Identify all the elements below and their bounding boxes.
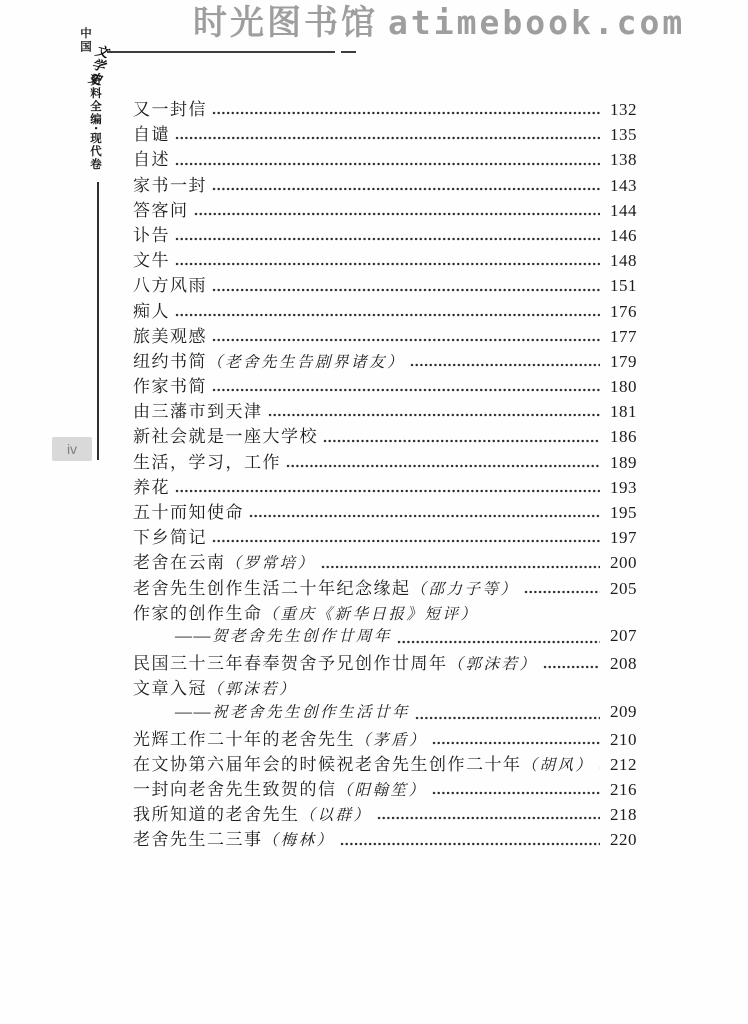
dot-leader xyxy=(194,211,601,217)
entry-author-note: （胡风） xyxy=(521,756,594,774)
dot-leader xyxy=(286,463,600,469)
entry-author-note: （梅林） xyxy=(262,832,335,850)
dot-leader xyxy=(543,664,600,670)
entry-title: 又一封信 xyxy=(133,100,207,119)
dot-leader xyxy=(432,740,600,746)
entry-page-number: 138 xyxy=(610,150,637,170)
toc-entry xyxy=(133,775,637,800)
dot-leader xyxy=(415,715,600,721)
spine-vertical-rule xyxy=(97,182,99,460)
entry-title: —— xyxy=(175,701,212,721)
entry-page-number: 179 xyxy=(610,351,637,371)
entry-page-number: 208 xyxy=(610,654,637,674)
entry-title: 文牛 xyxy=(133,251,170,271)
entry-page-number: 197 xyxy=(610,528,637,548)
dot-leader xyxy=(321,564,600,570)
watermark-site-text: atimebook.com xyxy=(388,3,686,42)
toc-entry xyxy=(133,674,637,699)
entry-title: 老舍先生创作生活二十年纪念缘起 xyxy=(133,578,411,598)
entry-page-number: 135 xyxy=(610,125,637,145)
entry-page-number: 216 xyxy=(610,780,637,800)
entry-author-note: （罗常培） xyxy=(225,555,316,573)
toc-entry xyxy=(133,825,637,850)
entry-title: 纽约书简 xyxy=(133,351,207,371)
toc-entry xyxy=(133,574,637,599)
entry-author-note: （茅盾） xyxy=(355,731,428,749)
entry-title: —— xyxy=(175,625,212,645)
entry-page-number: 209 xyxy=(610,701,637,721)
entry-page-number: 193 xyxy=(610,477,637,497)
entry-title: 五十而知使命 xyxy=(133,503,244,522)
entry-page-number: 210 xyxy=(610,729,637,749)
toc-entry xyxy=(133,548,637,573)
entry-page-number: 180 xyxy=(610,377,637,397)
entry-author-note: （以群） xyxy=(299,807,372,825)
entry-title: 作家书简 xyxy=(133,377,207,397)
spine-script-title: 文学史 xyxy=(85,42,110,88)
entry-author-note: 贺老舍先生创作廿周年 xyxy=(212,627,393,645)
toc-entry xyxy=(133,372,637,397)
toc-entry xyxy=(133,196,637,221)
toc-entry xyxy=(133,498,637,523)
toc-entry xyxy=(133,624,637,649)
dot-leader xyxy=(432,790,600,796)
toc-entry xyxy=(133,725,637,750)
entry-title: 养花 xyxy=(133,477,170,497)
entry-title: 旅美观感 xyxy=(133,326,207,346)
entry-page-number: 218 xyxy=(610,805,637,825)
dot-leader xyxy=(524,589,600,595)
dot-leader xyxy=(175,488,600,494)
toc-entry xyxy=(133,422,637,447)
entry-page-number: 176 xyxy=(610,301,637,321)
entry-title: 生活，学习，工作 xyxy=(133,452,281,472)
dot-leader xyxy=(212,387,600,393)
entry-page-number: 132 xyxy=(610,100,637,119)
entry-author-note: （邵力子等） xyxy=(410,580,519,598)
entry-title: 文章入冠 xyxy=(133,679,207,699)
entry-title: 老舍先生二三事 xyxy=(133,830,263,850)
dot-leader xyxy=(212,110,600,116)
toc-entry xyxy=(133,246,637,271)
entry-title: 答客问 xyxy=(133,200,189,220)
toc-entry xyxy=(133,95,637,120)
toc-entry xyxy=(133,800,637,825)
entry-title: 由三藩市到天津 xyxy=(133,402,263,422)
entry-title: 我所知道的老舍先生 xyxy=(133,805,300,825)
toc-entry xyxy=(133,750,637,775)
entry-author-note: （阳翰笙） xyxy=(336,782,427,800)
toc-entry xyxy=(133,145,637,170)
entry-title: 一封向老舍先生致贺的信 xyxy=(133,780,337,800)
entry-page-number: 189 xyxy=(610,452,637,472)
spine-series-title: 资料全编·现代卷 xyxy=(89,74,103,171)
toc-entry xyxy=(133,322,637,347)
entry-page-number: 146 xyxy=(610,225,637,245)
entry-title: 自述 xyxy=(133,150,170,170)
entry-title: 痴人 xyxy=(133,301,170,321)
dot-leader xyxy=(175,161,600,167)
toc-entry xyxy=(133,120,637,145)
entry-author-note: （老舍先生告剧界诸友） xyxy=(207,353,406,371)
entry-page-number: 205 xyxy=(610,578,637,598)
watermark xyxy=(193,3,686,43)
entry-page-number: 212 xyxy=(610,754,637,774)
entry-page-number: 186 xyxy=(610,427,637,447)
dot-leader xyxy=(175,135,600,141)
dot-leader xyxy=(212,538,600,544)
entry-title: 讣告 xyxy=(133,225,170,245)
dot-leader xyxy=(377,815,600,821)
entry-title: 在文协第六届年会的时候祝老舍先生创作二十年 xyxy=(133,754,522,774)
toc-entry xyxy=(133,599,637,624)
spine-country-label: 中国 xyxy=(79,27,93,54)
entry-page-number: 151 xyxy=(610,276,637,296)
toc-entry xyxy=(133,347,637,372)
dot-leader xyxy=(410,362,600,368)
entry-page-number: 143 xyxy=(610,175,637,195)
entry-title: 家书一封 xyxy=(133,175,207,195)
page-number-badge: iv xyxy=(52,437,92,461)
entry-title: 民国三十三年春奉贺舍予兄创作廿周年 xyxy=(133,654,448,674)
toc-entry xyxy=(133,221,637,246)
dot-leader xyxy=(249,513,600,519)
entry-author-note: （重庆《新华日报》短评） xyxy=(262,605,479,623)
entry-title: 光辉工作二十年的老舍先生 xyxy=(133,729,355,749)
entry-title: 自谴 xyxy=(133,125,170,145)
toc-entry xyxy=(133,297,637,322)
toc-entry xyxy=(133,649,637,674)
entry-page-number: 144 xyxy=(610,200,637,220)
dot-leader xyxy=(212,337,600,343)
toc-entry xyxy=(133,523,637,548)
entry-page-number: 181 xyxy=(610,402,637,422)
dot-leader xyxy=(268,412,601,418)
entry-title: 新社会就是一座大学校 xyxy=(133,427,318,447)
entry-title: 作家的创作生命 xyxy=(133,603,263,623)
entry-page-number: 207 xyxy=(610,625,637,645)
watermark-cjk-text: 时光图书馆 xyxy=(193,3,378,43)
header-rule-end-segment xyxy=(341,51,356,53)
entry-title: 老舍在云南 xyxy=(133,553,226,573)
entry-author-note: 祝老舍先生创作生活廿年 xyxy=(212,703,411,721)
entry-author-note: （郭沫若） xyxy=(207,681,298,699)
dot-leader xyxy=(212,186,600,192)
dot-leader xyxy=(175,312,600,318)
header-rule xyxy=(107,51,335,53)
toc-entry xyxy=(133,473,637,498)
toc-list xyxy=(133,95,637,851)
entry-title: 八方风雨 xyxy=(133,276,207,296)
toc-entry xyxy=(133,171,637,196)
toc-entry xyxy=(133,700,637,725)
entry-page-number: 195 xyxy=(610,503,637,522)
dot-leader xyxy=(175,236,600,242)
toc-entry xyxy=(133,397,637,422)
entry-page-number: 220 xyxy=(610,830,637,850)
dot-leader xyxy=(175,261,600,267)
dot-leader xyxy=(397,639,600,645)
toc-entry xyxy=(133,271,637,296)
entry-page-number: 148 xyxy=(610,251,637,271)
entry-page-number: 177 xyxy=(610,326,637,346)
toc-entry xyxy=(133,448,637,473)
entry-author-note: （郭沫若） xyxy=(447,656,538,674)
dot-leader xyxy=(599,765,600,771)
dot-leader xyxy=(323,438,600,444)
entry-page-number: 200 xyxy=(610,553,637,573)
dot-leader xyxy=(340,841,600,847)
dot-leader xyxy=(212,287,600,293)
entry-title: 下乡简记 xyxy=(133,528,207,548)
